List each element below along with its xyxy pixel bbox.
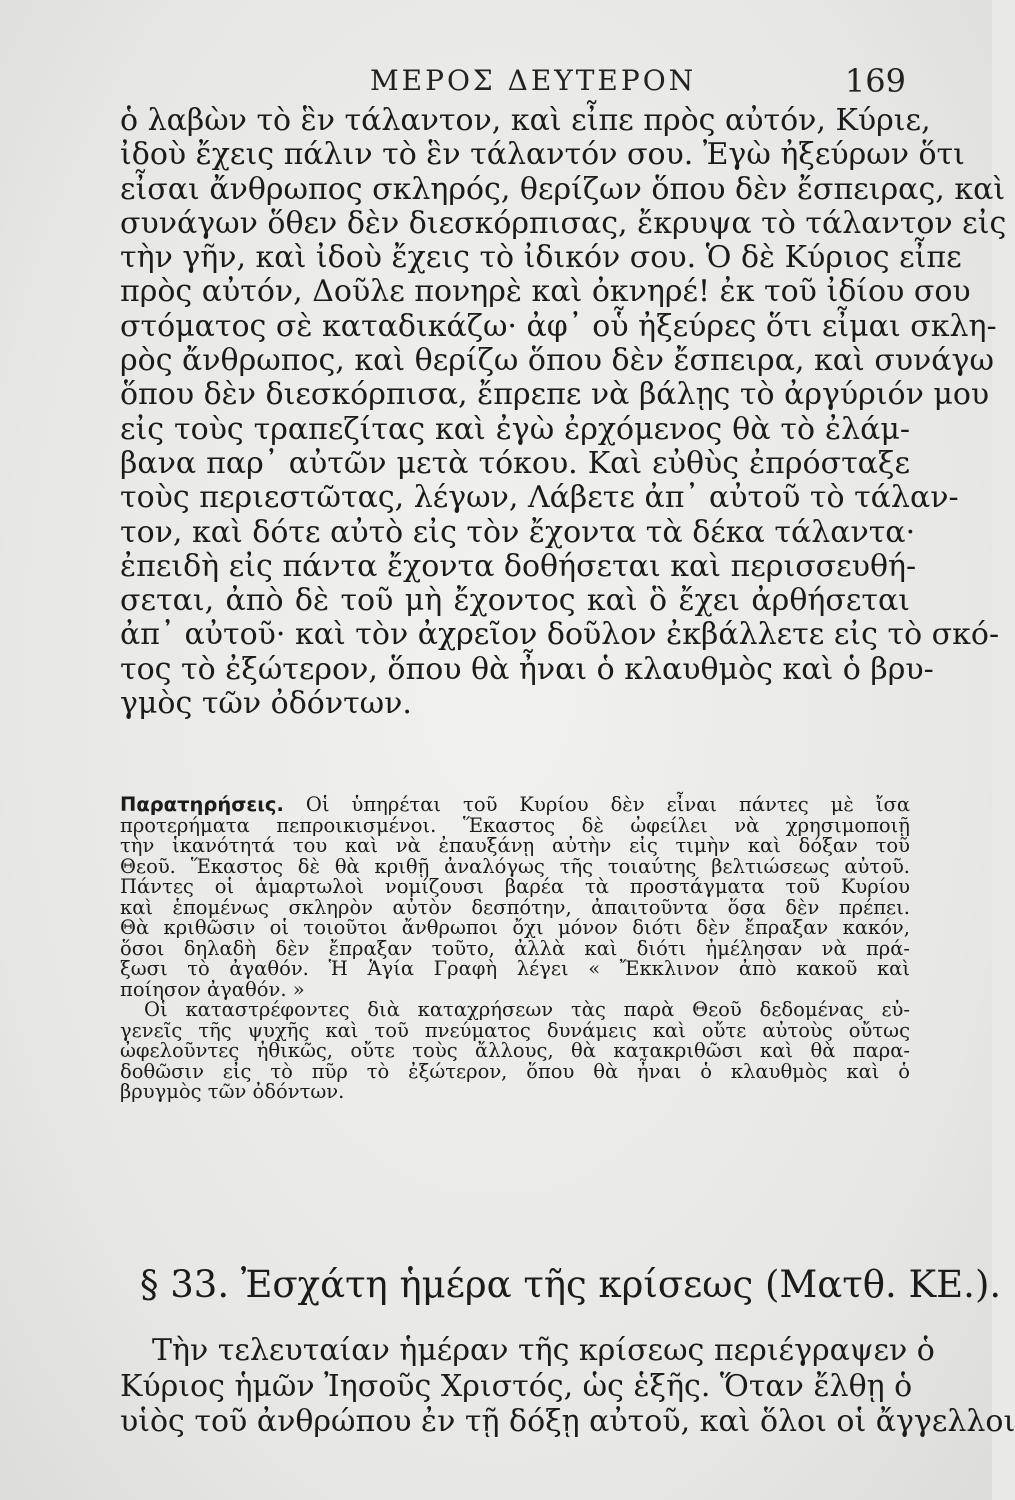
- text-line: στόματος σὲ καταδικάζω· ἀφ᾽ οὗ ἠξεύρες ὅτι εἶμαι σκλη-: [120, 308, 997, 344]
- text-line: ἀπ᾽ αὐτοῦ· καὶ τὸν ἀχρεῖον δοῦλον ἐκβάλλετε εἰς τὸ σκό-: [120, 617, 1000, 653]
- note-line: δοθῶσιν εἰς τὸ πῦρ τὸ ἐξώτερον, ὅπου θὰ ἦναι ὁ κλαυθμὸς καὶ ὁ: [120, 1059, 910, 1083]
- text-line: βανα παρ᾽ αὐτῶν μετὰ τόκου. Καὶ εὐθὺς ἐπρόσταξε: [120, 445, 910, 481]
- note-line: βρυγμὸς τῶν ὀδόντων.: [120, 1080, 345, 1103]
- main-paragraph: [120, 103, 1007, 722]
- notes-first-line: [120, 795, 910, 816]
- text-line: τὴν γῆν, καὶ ἰδοὺ ἔχεις τὸ ἰδικόν σου. Ὁ δὲ Κύριος εἶπε: [120, 240, 962, 276]
- note-line: Οἱ καταστρέφοντες διὰ καταχρήσεων τὰς παρὰ Θεοῦ δεδομένας εὐ-: [144, 998, 910, 1021]
- text-line: συνάγων ὅθεν δὲν διεσκόρπισας, ἔκρυψα τὸ τάλαντον εἰς: [120, 205, 1007, 241]
- note-line: Θὰ κριθῶσιν οἱ τοιοῦτοι ἄνθρωποι ὄχι μόνον διότι δὲν ἔπραξαν κακόν,: [120, 916, 910, 939]
- text-line: ρὸς ἄνθρωπος, καὶ θερίζω ὅπου δὲν ἔσπειρα, καὶ συνάγω: [120, 343, 994, 379]
- notes-block: [120, 795, 910, 1103]
- text-line: ἐπειδὴ εἰς πάντα ἔχοντα δοθήσεται καὶ περισσευθή-: [120, 548, 917, 584]
- text-line: ὅπου δὲν διεσκόρπισα, ἔπρεπε νὰ βάλῃς τὸ ἀργύριόν μου: [120, 377, 990, 413]
- text-line: εἰς τοὺς τραπεζίτας καὶ ἐγὼ ἐρχόμενος θὰ τὸ ἐλάμ-: [120, 411, 910, 447]
- running-title: ΜΕΡΟΣ ΔΕΥΤΕΡΟΝ: [370, 64, 697, 97]
- text-line: Τὴν τελευταίαν ἡμέραν τῆς κρίσεως περιέγραψεν ὁ: [152, 1333, 935, 1368]
- note-line: Πάντες οἱ ἁμαρτωλοὶ νομίζουσι βαρέα τὰ προστάγματα τοῦ Κυρίου: [120, 875, 910, 898]
- note-line: καὶ ἑπομένως σκληρὸν αὐτὸν δεσπότην, ἀπαιτοῦντα ὅσα δὲν πρέπει.: [120, 895, 910, 919]
- running-head: [0, 62, 992, 102]
- note-line: Θεοῦ. Ἕκαστος δὲ θὰ κριθῇ ἀναλόγως τῆς τοιαύτης βελτιώσεως αὐτοῦ.: [120, 854, 910, 878]
- note-line: ξωσι τὸ ἀγαθόν. Ἡ Ἁγία Γραφὴ λέγει « Ἔκκλινον ἀπὸ κακοῦ καὶ: [120, 957, 910, 980]
- note-line: ποίησον ἀγαθόν. »: [120, 977, 305, 1001]
- page-number: 169: [844, 62, 906, 100]
- text-line: γμὸς τῶν ὀδόντων.: [120, 686, 412, 722]
- text-line: ἰδοὺ ἔχεις πάλιν τὸ ἓν τάλαντόν σου. Ἐγὼ ἠξεύρων ὅτι: [120, 137, 965, 173]
- text-line: εἶσαι ἄνθρωπος σκληρός, θερίζων ὅπου δὲν ἔσπειρας, καὶ: [120, 171, 1006, 207]
- note-line: γενεῖς τῆς ψυχῆς καὶ τοῦ πνεύματος δυνάμεις καὶ οὔτε αὐτοὺς οὔτως: [120, 1018, 910, 1042]
- text-line: σεται, ἀπὸ δὲ τοῦ μὴ ἔχοντος καὶ ὃ ἔχει ἀρθήσεται: [120, 583, 910, 619]
- note-line: τὴν ἱκανότητά του καὶ νὰ ἐπαυξάνῃ αὐτὴν εἰς τιμὴν καὶ δόξαν τοῦ: [120, 834, 910, 857]
- note-line: ὠφελοῦντες ἠθικῶς, οὔτε τοὺς ἄλλους, θὰ κατακριθῶσι καὶ θὰ παρα-: [120, 1039, 910, 1062]
- text-line: υἱὸς τοῦ ἀνθρώπου ἐν τῇ δόξῃ αὐτοῦ, καὶ ὅλοι οἱ ἄγγελλοι: [120, 1404, 1015, 1439]
- section-paragraph: [120, 1333, 1015, 1440]
- text-line: Κύριος ἡμῶν Ἰησοῦς Χριστός, ὡς ἑξῆς. Ὅταν ἔλθῃ ὁ: [120, 1368, 913, 1404]
- note-line: ὅσοι δηλαδὴ δὲν ἔπραξαν τοῦτο, ἀλλὰ καὶ διότι ἠμέλησαν νὰ πρά-: [120, 936, 910, 960]
- note-line: προτερήματα πεπροικισμένοι. Ἕκαστος δὲ ὠφείλει νὰ χρησιμοποιῇ: [120, 813, 910, 837]
- notes-label: Παρατηρήσεις.: [120, 793, 284, 816]
- text-line: πρὸς αὐτόν, Δοῦλε πονηρὲ καὶ ὀκνηρέ! ἐκ τοῦ ἰδίου σου: [120, 274, 971, 310]
- text-line: ὁ λαβὼν τὸ ἓν τάλαντον, καὶ εἶπε πρὸς αὐτόν, Κύριε,: [120, 103, 931, 138]
- text-line: τοὺς περιεστῶτας, λέγων, Λάβετε ἀπ᾽ αὐτοῦ τὸ τάλαν-: [120, 480, 959, 516]
- notes-first-line-text: Οἱ ὑπηρέται τοῦ Κυρίου δὲν εἶναι πάντες μὲ ἴσα: [283, 793, 910, 816]
- section-heading: § 33. Ἐσχάτη ἡμέρα τῆς κρίσεως (Ματθ. ΚΕ.).: [140, 1263, 1002, 1306]
- text-line: τον, καὶ δότε αὐτὸ εἰς τὸν ἔχοντα τὰ δέκα τάλαντα·: [120, 514, 916, 550]
- text-line: τος τὸ ἐξώτερον, ὅπου θὰ ἦναι ὁ κλαυθμὸς καὶ ὁ βρυ-: [120, 651, 934, 687]
